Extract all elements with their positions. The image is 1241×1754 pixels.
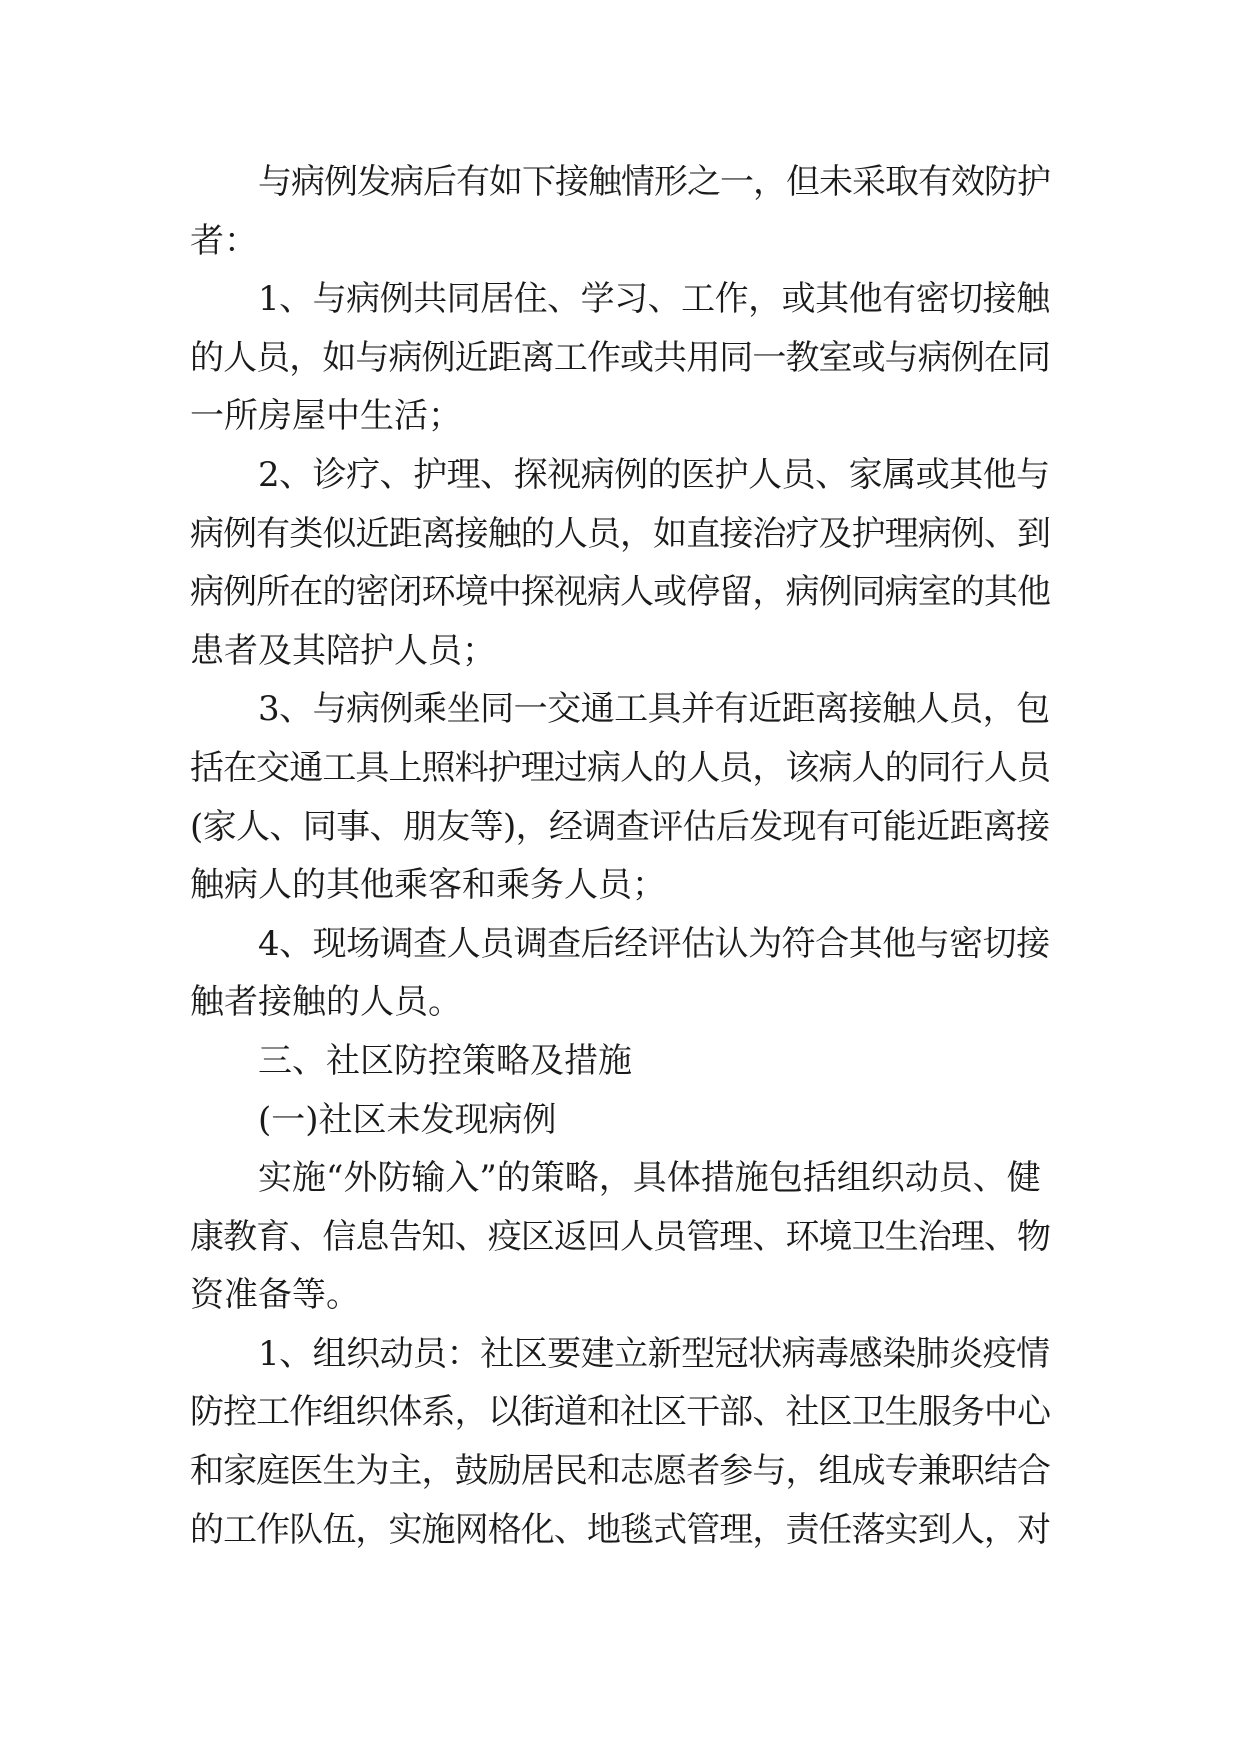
- text-line: 防控工作组织体系，以街道和社区干部、社区卫生服务中心: [190, 1392, 1050, 1433]
- paragraph: [190, 153, 1050, 270]
- text-line: 一所房屋中生活；: [190, 396, 462, 437]
- text-line: 触病人的其他乘客和乘务人员；: [190, 865, 666, 906]
- text-line: 三、社区防控策略及措施: [258, 1040, 632, 1081]
- text-line: 2、诊疗、护理、探视病例的医护人员、家属或其他与: [258, 454, 1050, 495]
- text-line: 1、与病例共同居住、学习、工作，或其他有密切接触: [258, 279, 1050, 320]
- paragraph: [190, 1032, 1050, 1091]
- text-line: 与病例发病后有如下接触情形之一，但未采取有效防护: [258, 162, 1050, 202]
- text-line: 病例有类似近距离接触的人员，如直接治疗及护理病例、到: [190, 513, 1050, 554]
- text-line: 的工作队伍，实施网格化、地毯式管理，责任落实到人，对: [190, 1509, 1050, 1550]
- text-line: 触者接触的人员。: [190, 982, 462, 1023]
- text-line: (一)社区未发现病例: [258, 1099, 557, 1140]
- paragraph: [190, 270, 1050, 446]
- text-line: 者：: [190, 220, 258, 261]
- paragraph: [190, 1149, 1050, 1325]
- text-line: 括在交通工具上照料护理过病人的人员，该病人的同行人员: [190, 747, 1050, 788]
- text-line: 病例所在的密闭环境中探视病人或停留，病例同病室的其他: [190, 572, 1050, 613]
- text-line: 1、组织动员：社区要建立新型冠状病毒感染肺炎疫情: [258, 1333, 1050, 1374]
- paragraph: [190, 915, 1050, 1032]
- text-line: 患者及其陪护人员；: [190, 630, 496, 671]
- paragraph: [190, 680, 1050, 914]
- paragraph: [190, 446, 1050, 680]
- text-line: 的人员，如与病例近距离工作或共用同一教室或与病例在同: [190, 337, 1050, 378]
- text-line: 资准备等。: [190, 1275, 360, 1316]
- paragraph: [190, 1325, 1050, 1559]
- text-line: 4、现场调查人员调查后经评估认为符合其他与密切接: [258, 923, 1050, 964]
- document-body: [190, 153, 1050, 1559]
- text-line: 实施“外防输入”的策略，具体措施包括组织动员、健: [258, 1158, 1041, 1199]
- paragraph: [190, 1091, 1050, 1150]
- text-line: 康教育、信息告知、疫区返回人员管理、环境卫生治理、物: [190, 1216, 1050, 1257]
- text-line: 和家庭医生为主，鼓励居民和志愿者参与，组成专兼职结合: [190, 1451, 1050, 1492]
- text-line: (家人、同事、朋友等)，经调查评估后发现有可能近距离接: [190, 806, 1050, 847]
- text-line: 3、与病例乘坐同一交通工具并有近距离接触人员，包: [258, 689, 1050, 730]
